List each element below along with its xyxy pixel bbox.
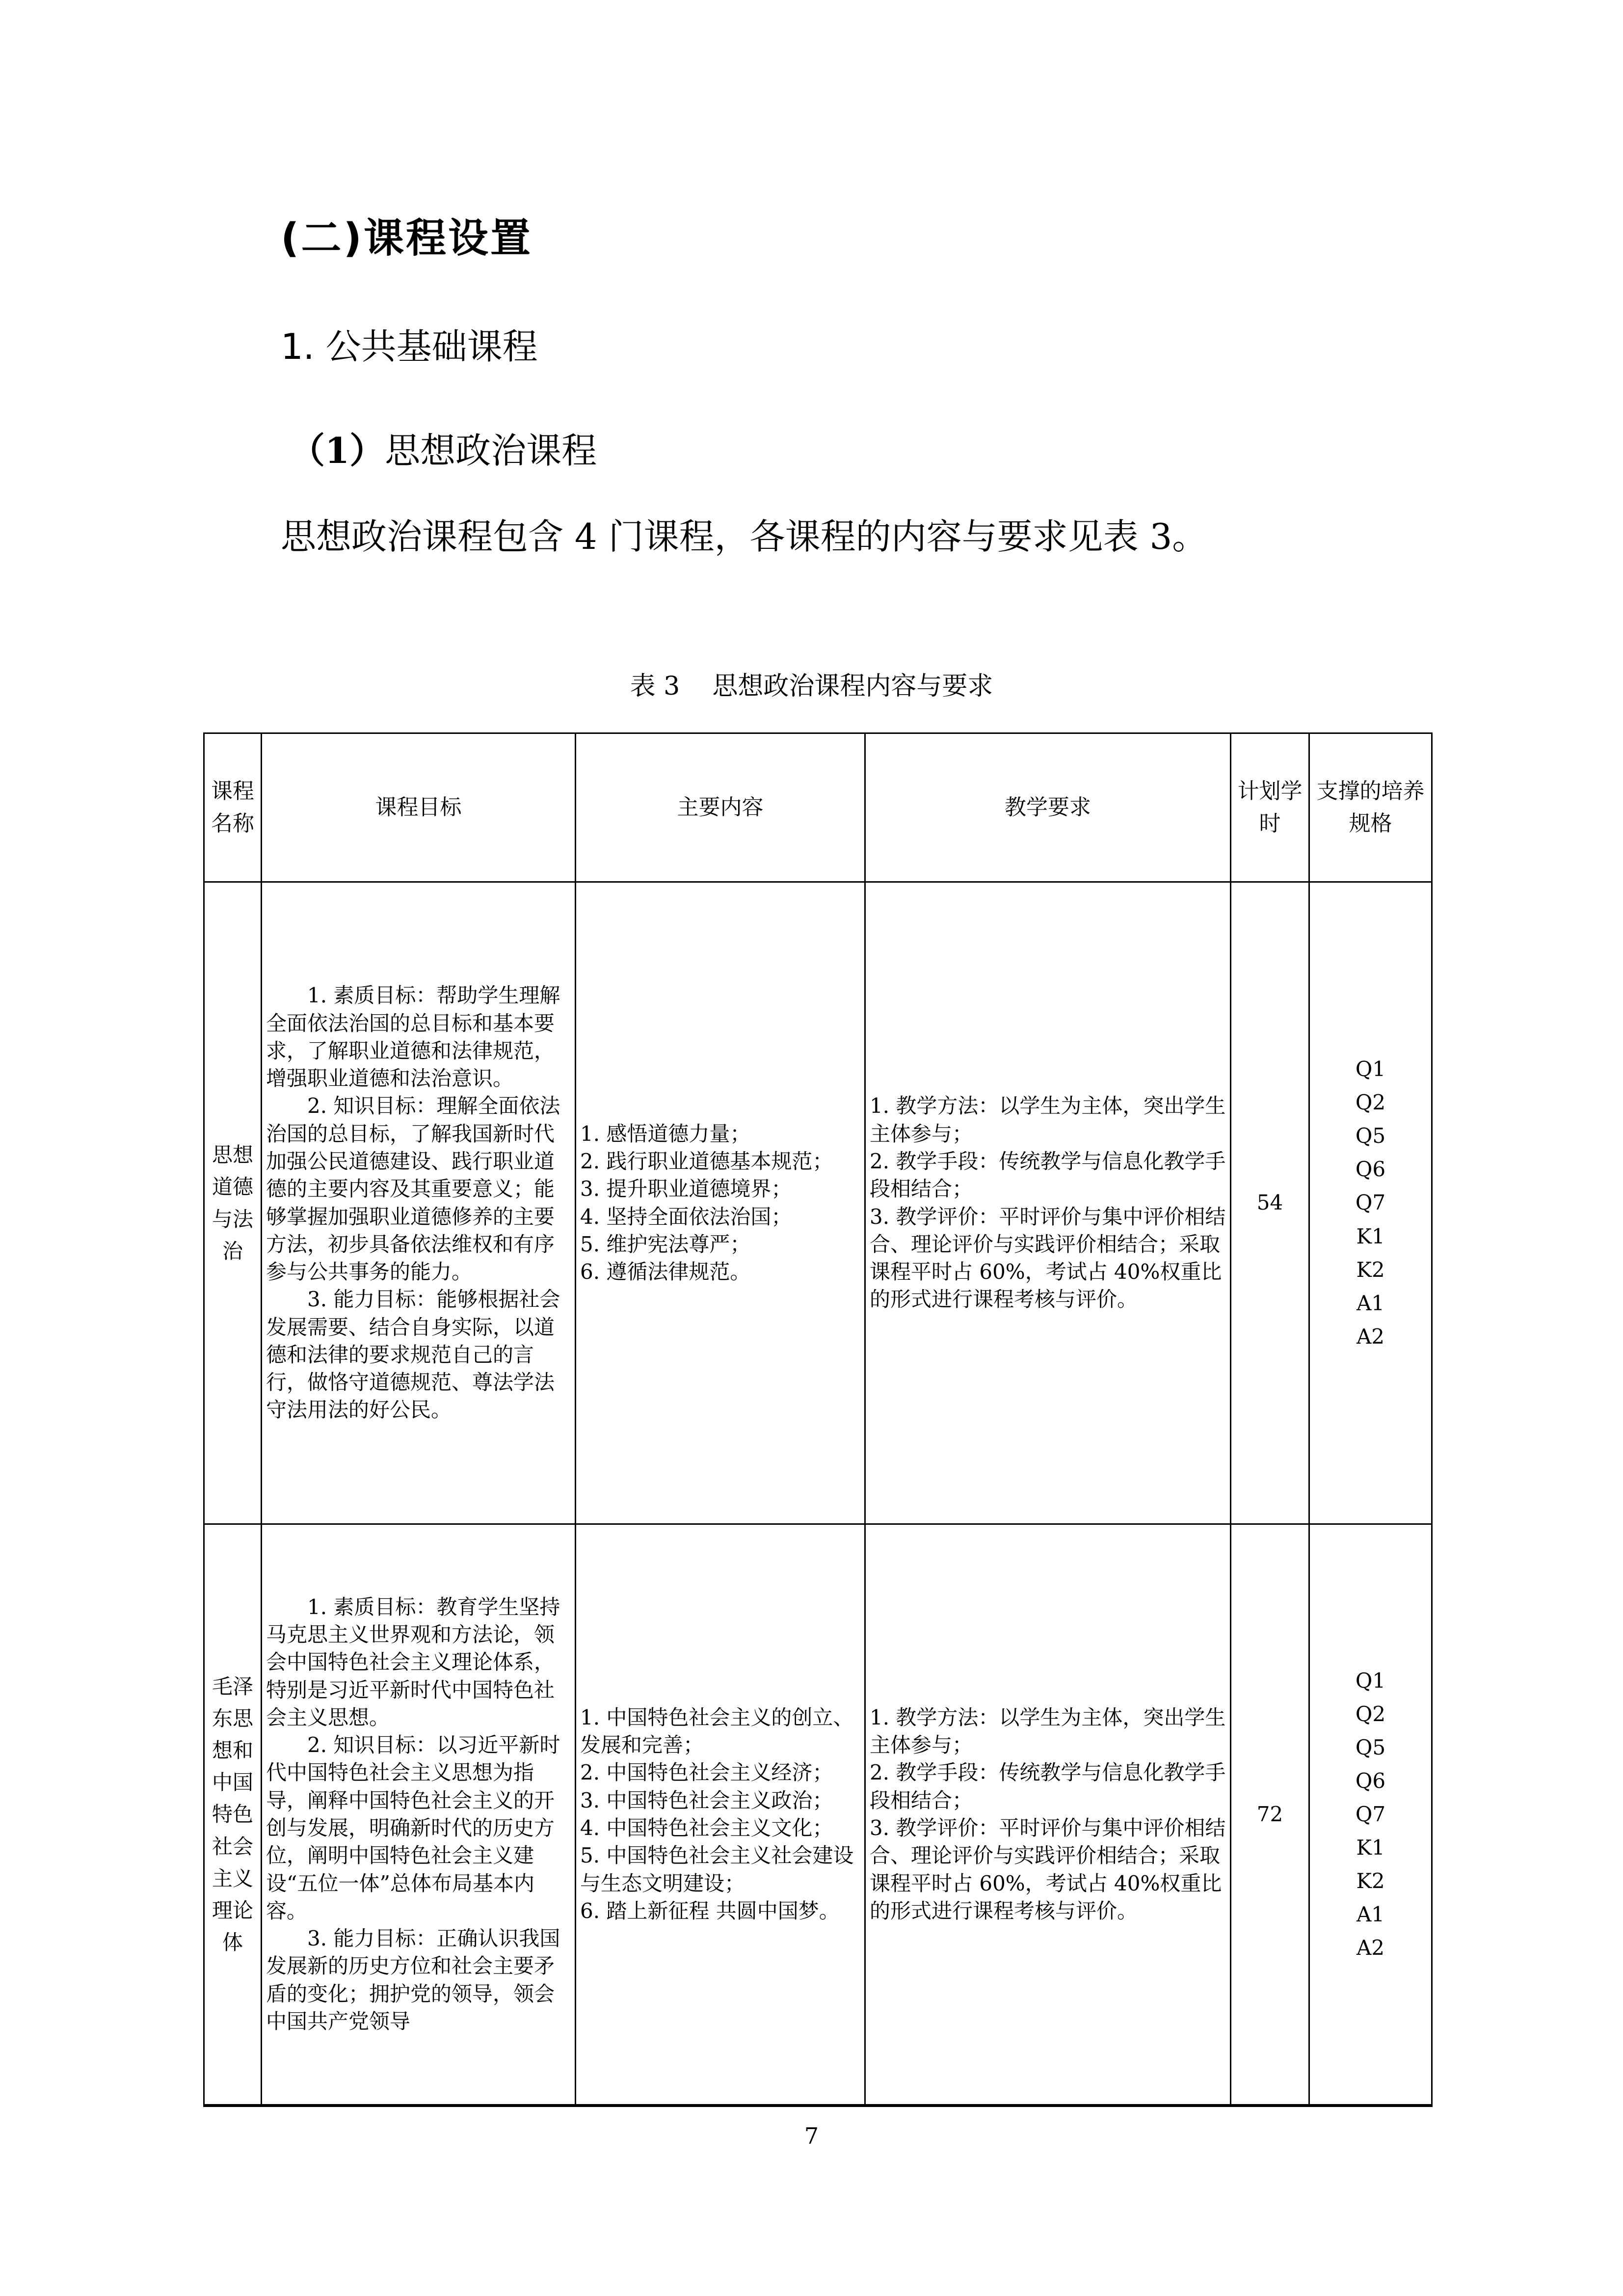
content-item: 5. 维护宪法尊严； (580, 1232, 751, 1256)
header-planned-hours: 计划学时 (1231, 733, 1309, 882)
header-supported-specs: 支撑的培养规格 (1309, 733, 1432, 882)
supported-specs-cell (1309, 882, 1432, 1524)
content-item: 1. 中国特色社会主义的创立、发展和完善； (580, 1705, 854, 1757)
table-row (204, 882, 1432, 1524)
spec-code: Q7 (1355, 1190, 1386, 1215)
content-item: 4. 坚持全面依法治国； (580, 1204, 792, 1229)
teaching-requirements-cell (865, 882, 1231, 1524)
course-goal-cell (262, 1524, 576, 2106)
spec-code: K1 (1356, 1836, 1385, 1860)
page-number: 7 (804, 2123, 819, 2149)
content-item: 5. 中国特色社会主义社会建设与生态文明建设； (580, 1843, 854, 1895)
spec-code: A2 (1356, 1936, 1385, 1960)
content-item: 2. 践行职业道德基本规范； (580, 1149, 833, 1173)
planned-hours: 72 (1231, 1524, 1309, 2106)
content-item: 4. 中国特色社会主义文化； (580, 1816, 833, 1840)
content-item: 3. 中国特色社会主义政治； (580, 1788, 833, 1812)
content-item: 6. 遵循法律规范。 (580, 1260, 751, 1284)
spec-code: K2 (1356, 1869, 1385, 1893)
main-content-cell (576, 882, 865, 1524)
spec-code: Q7 (1355, 1802, 1386, 1826)
spec-code: Q5 (1355, 1735, 1386, 1759)
header-course-name: 课程名称 (204, 733, 262, 882)
spec-code: K1 (1356, 1224, 1385, 1248)
requirement-item: 3. 教学评价：平时评价与集中评价相结合、理论评价与实践评价相结合；采取课程平时占 60%，考试占 40%权重比的形式进行课程考核与评价。 (870, 1816, 1226, 1923)
goal-item: 3. 能力目标：正确认识我国发展新的历史方位和社会主要矛盾的变化；拥护党的领导，领会中国共产党领导 (266, 1926, 560, 2033)
table-header-row (204, 733, 1432, 882)
main-content-cell (576, 1524, 865, 2106)
course-name: 毛泽东思想和中国特色社会主义理论体 (212, 1675, 253, 1954)
teaching-requirements-cell (865, 1524, 1231, 2106)
content-item: 2. 中国特色社会主义经济； (580, 1760, 833, 1785)
header-teaching-requirements: 教学要求 (865, 733, 1231, 882)
goal-item: 2. 知识目标：理解全面依法治国的总目标，了解我国新时代加强公民道德建设、践行职业道德的主要内容及其重要意义；能够掌握加强职业道德修养的主要方法，初步具备依法维权和有序参与公共事务的能力。 (266, 1094, 560, 1284)
spec-code: Q6 (1355, 1768, 1386, 1793)
content-item: 6. 踏上新征程 共圆中国梦。 (580, 1898, 840, 1923)
subsubsection-text: 思想政治课程 (385, 430, 597, 471)
goal-item: 3. 能力目标：能够根据社会发展需要、结合自身实际，以道德和法律的要求规范自己的言行，做恪守道德规范、尊法学法守法用法的好公民。 (266, 1287, 560, 1422)
requirement-item: 2. 教学手段：传统教学与信息化教学手段相结合； (870, 1760, 1226, 1812)
intro-paragraph: 思想政治课程包含 4 门课程，各课程的内容与要求见表 3。 (281, 516, 1208, 557)
spec-code: Q2 (1355, 1702, 1386, 1726)
requirement-item: 3. 教学评价：平时评价与集中评价相结合、理论评价与实践评价相结合；采取课程平时占 60%，考试占 40%权重比的形式进行课程考核与评价。 (870, 1204, 1226, 1312)
spec-code: Q1 (1355, 1668, 1386, 1693)
content-item: 3. 提升职业道德境界； (580, 1177, 792, 1201)
subsubsection-heading (290, 430, 597, 471)
spec-code: Q1 (1355, 1057, 1386, 1081)
spec-code: A1 (1356, 1291, 1385, 1315)
section-heading: (二)课程设置 (281, 215, 532, 262)
course-goal-cell (262, 882, 576, 1524)
spec-code: A2 (1356, 1324, 1385, 1349)
supported-specs-cell (1309, 1524, 1432, 2106)
requirement-item: 1. 教学方法：以学生为主体，突出学生主体参与； (870, 1094, 1226, 1146)
requirement-item: 1. 教学方法：以学生为主体，突出学生主体参与； (870, 1705, 1226, 1757)
course-table (203, 732, 1433, 2107)
requirement-item: 2. 教学手段：传统教学与信息化教学手段相结合； (870, 1149, 1226, 1201)
course-name-cell (204, 882, 262, 1524)
goal-item: 1. 素质目标：教育学生坚持马克思主义世界观和方法论，领会中国特色社会主义理论体系，特别是习近平新时代中国特色社会主义思想。 (266, 1594, 560, 1729)
goal-item: 2. 知识目标：以习近平新时代中国特色社会主义思想为指导，阐释中国特色社会主义的开创与发展，明确新时代的历史方位，阐明中国特色社会主义建设“五位一体”总体布局基本内容。 (266, 1733, 560, 1923)
spec-code: Q6 (1355, 1157, 1386, 1182)
course-name-cell (204, 1524, 262, 2106)
planned-hours: 54 (1231, 882, 1309, 1524)
spec-code: K2 (1356, 1257, 1385, 1282)
table-row (204, 1524, 1432, 2106)
course-name: 思想道德与法治 (212, 1143, 253, 1263)
content-item: 1. 感悟道德力量； (580, 1121, 751, 1146)
header-main-content: 主要内容 (576, 733, 865, 882)
spec-code: Q2 (1355, 1090, 1386, 1115)
table-caption: 表 3 思想政治课程内容与要求 (630, 672, 993, 701)
subsubsection-number: （1） (290, 430, 385, 471)
spec-code: Q5 (1355, 1124, 1386, 1148)
spec-code: A1 (1356, 1902, 1385, 1927)
goal-item: 1. 素质目标：帮助学生理解全面依法治国的总目标和基本要求，了解职业道德和法律规范，增强职业道德和法治意识。 (266, 983, 560, 1091)
subsection-heading: 1. 公共基础课程 (281, 326, 538, 367)
header-course-goal: 课程目标 (262, 733, 576, 882)
